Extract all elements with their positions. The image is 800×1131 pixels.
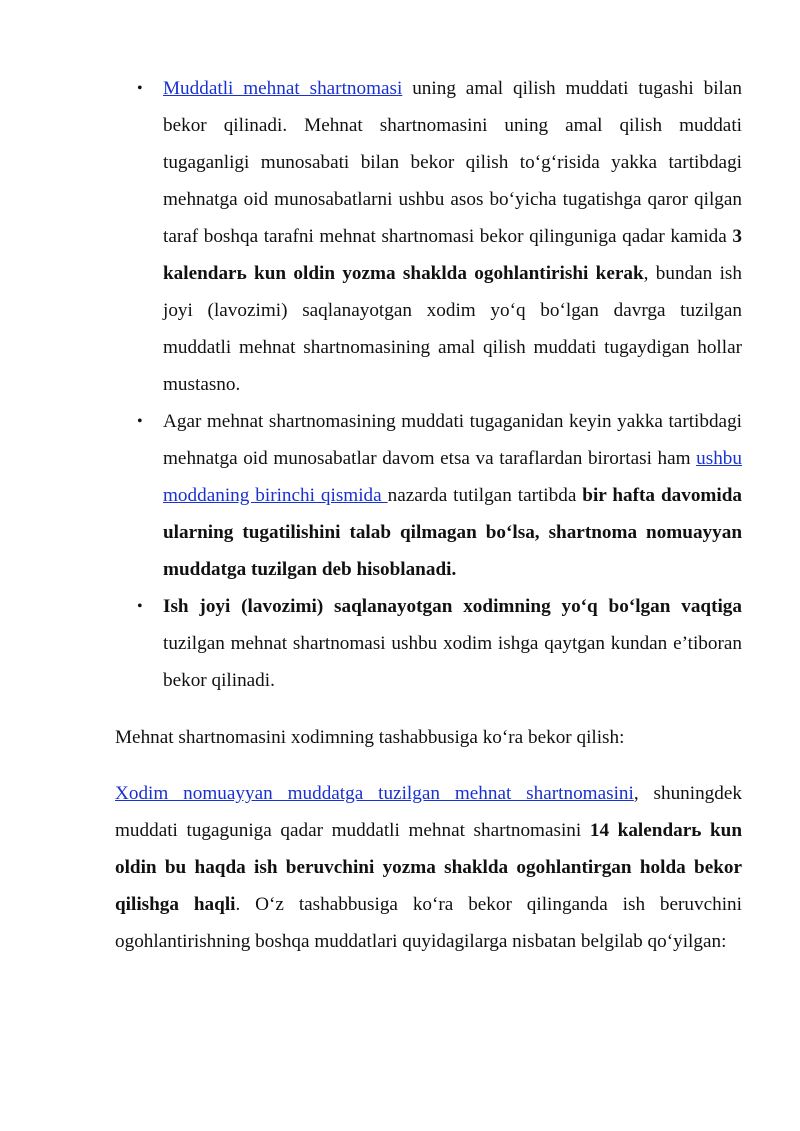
- bullet-item-3: [115, 588, 742, 699]
- bullet-2-bold-1: bir hafta davomida ularning tugatilishini talab qilmagan bo‘lsa, shartnoma nomuayyan muddatga tuzilgan deb hisoblanadi.: [163, 485, 742, 580]
- main-paragraph: [115, 775, 742, 960]
- bullet-3-bold-1: Ish joyi (lavozimi) saqlanayotgan xodimning yo‘q bo‘lgan vaqtiga: [163, 596, 742, 617]
- bullet-3-text-1: tuzilgan mehnat shartnomasi ushbu xodim ishga qaytgan kundan e’tiboran bekor qilinadi.: [163, 633, 742, 691]
- section-intro: Mehnat shartnomasini xodimning tashabbusiga ko‘ra bekor qilish:: [115, 727, 625, 748]
- link-first-part-of-article[interactable]: ushbu moddaning birinchi qismida: [163, 448, 742, 506]
- document-page: [115, 70, 742, 960]
- bullet-item-2: [115, 403, 742, 588]
- bullet-2-text-2: nazarda tutilgan tartibda: [387, 485, 583, 506]
- bullet-1-text-2: , bundan ish joyi (lavozimi) saqlanayotgan xodim yo‘q bo‘lgan davrga tuzilgan muddatli mehnat shartnomasining amal qilish muddati tugaydigan hollar mustasno.: [163, 263, 742, 395]
- bullet-icon: •: [137, 598, 143, 615]
- bullet-1-text-1: uning amal qilish muddati tugashi bilan bekor qilinadi. Mehnat shartnomasini uning amal qilish muddati tugaganligi munosabati bilan bekor qilish to‘g‘risida yakka tartibdagi mehnatga oid munosabatlarni ushbu asos bo‘yicha tugatishga qaror qilgan taraf boshqa tarafni mehnat shartnomasi bekor qilinguniga qadar kamida: [163, 78, 742, 247]
- bullet-2-text-1: Agar mehnat shartnomasining muddati tugaganidan keyin yakka tartibdagi mehnatga oid munosabatlar davom etsa va taraflardan birortasi ham: [163, 411, 742, 469]
- bullet-list: [115, 70, 742, 699]
- bullet-icon: •: [137, 80, 143, 97]
- link-indefinite-contract[interactable]: Xodim nomuayyan muddatga tuzilgan mehnat shartnomasini: [115, 783, 634, 804]
- bullet-1-bold-1: 3 kalendarь kun oldin yozma shaklda ogohlantirishi kerak: [163, 226, 742, 284]
- main-text-2: . O‘z tashabbusiga ko‘ra bekor qilinganda ish beruvchini ogohlantirishning boshqa muddatlari quyidagilarga nisbatan belgilab qo‘yilgan:: [115, 894, 742, 952]
- main-text-1: , shuningdek muddati tugaguniga qadar muddatli mehnat shartnomasini: [115, 783, 742, 841]
- bullet-icon: •: [137, 413, 143, 430]
- bullet-item-1: [115, 70, 742, 403]
- main-bold-1: 14 kalendarь kun oldin bu haqda ish beruvchini yozma shaklda ogohlantirgan holda bekor qilishga haqli: [115, 820, 743, 915]
- link-fixed-term-contract[interactable]: Muddatli mehnat shartnomasi: [163, 78, 403, 99]
